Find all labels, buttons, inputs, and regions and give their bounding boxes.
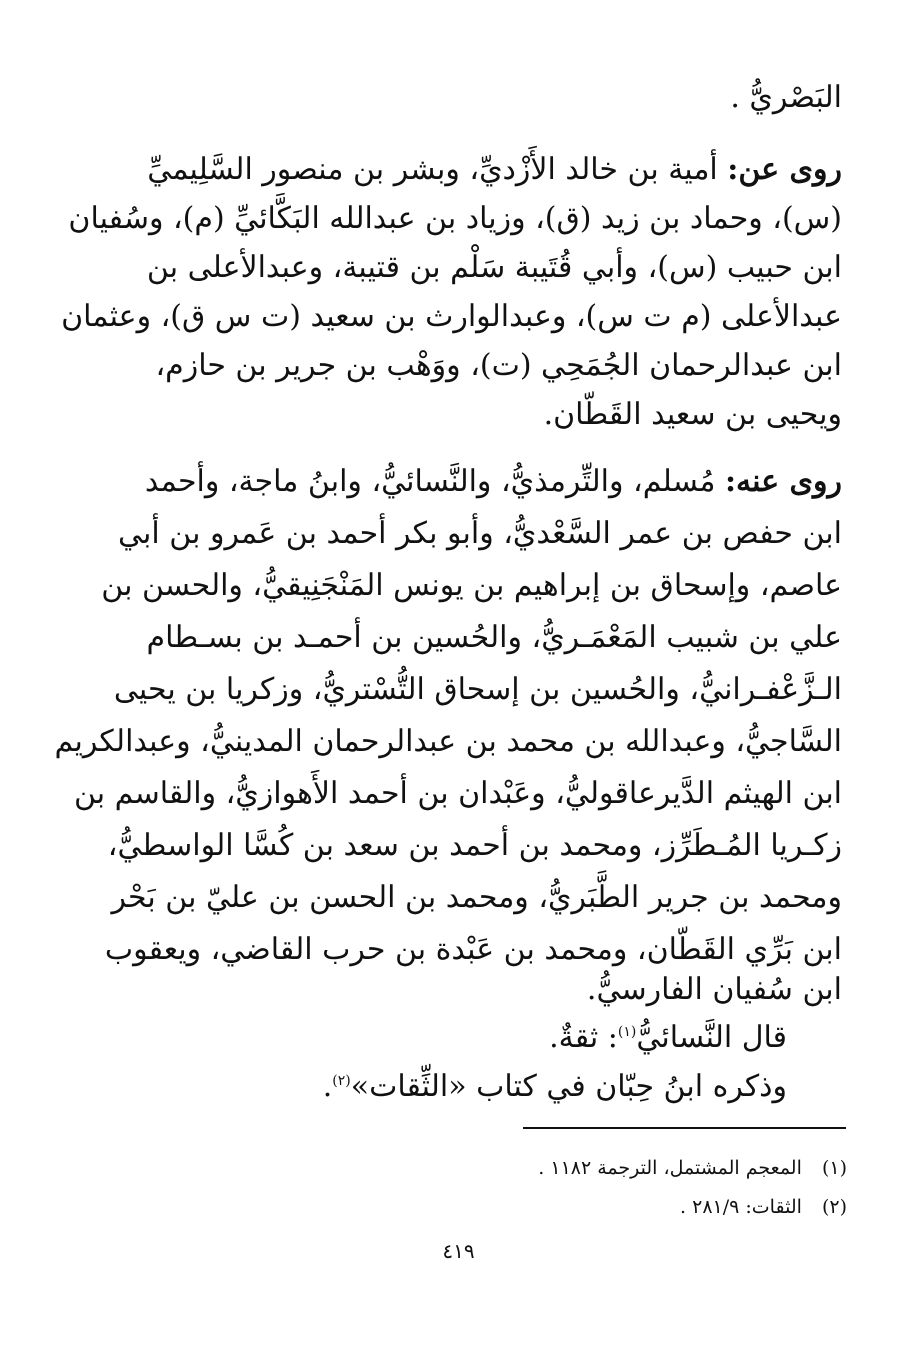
narrated-by-line-2: ابن حفص بن عمر السَّعْديُّ، وأبو بكر أحمد بن عَمرو بن أبي bbox=[118, 516, 842, 551]
narrated-from-line-2: (س)، وحماد بن زيد (ق)، وزياد بن عبدالله البَكَّائيِّ (م)، وسُفيان bbox=[68, 201, 842, 236]
narrated-by-text: مُسلم، والتِّرمذيُّ، والنَّسائيُّ، وابنُ ماجة، وأحمد bbox=[144, 464, 725, 499]
ibn-hibban-statement-text: وذكره ابنُ حِبّان في كتاب «الثِّقات» bbox=[350, 1069, 787, 1104]
narrated-from-line-6: ويحيى بن سعيد القَطّان. bbox=[543, 397, 842, 432]
narrated-by-line-4: علي بن شبيب المَعْمَـريُّ، والحُسين بن أحمـد بن بسـطام bbox=[146, 620, 842, 655]
footnote-2-number: (٢) bbox=[821, 1196, 847, 1218]
narrated-from-text: أمية بن خالد الأَزْديِّ، وبشر بن منصور السَّلِيميِّ bbox=[147, 152, 728, 187]
heading-line: البَصْريُّ . bbox=[730, 80, 842, 115]
nasai-statement-text: قال النَّسائيُّ bbox=[636, 1020, 787, 1055]
narrated-from-line-1 bbox=[147, 142, 842, 198]
narrated-by-line-10: ابن بَرِّي القَطّان، ومحمد بن عَبْدة بن حرب القاضي، ويعقوب bbox=[104, 932, 842, 967]
narrated-by-line-11: ابن سُفيان الفارسيُّ. bbox=[586, 972, 842, 1007]
footnote-divider bbox=[523, 1127, 846, 1129]
footnote-ref-2[interactable]: (٢) bbox=[332, 1073, 351, 1089]
narrated-by-line-5: الـزَّعْفـرانيُّ، والحُسين بن إسحاق التُّسْتريُّ، وزكريا بن يحيى bbox=[113, 672, 842, 707]
narrated-by-line-8: زكـريا المُـطَرِّز، ومحمد بن أحمد بن سعد بن كُسَّا الواسطيُّ، bbox=[107, 828, 842, 863]
narrated-by-line-6: السَّاجيُّ، وعبدالله بن محمد بن عبدالرحمان المدينيُّ، وعبدالكريم bbox=[54, 724, 842, 759]
narrated-from-line-5: ابن عبدالرحمان الجُمَحِي (ت)، ووَهْب بن جرير بن حازم، bbox=[155, 348, 842, 383]
footnote-1-text: المعجم المشتمل، الترجمة ١١٨٢ . bbox=[538, 1157, 802, 1179]
narrated-by-line-9: ومحمد بن جرير الطَّبَريُّ، ومحمد بن الحسن بن عليّ بن بَحْر bbox=[111, 880, 842, 915]
narrated-by-line-3: عاصم، وإسحاق بن إبراهيم بن يونس المَنْجَنِيقيُّ، والحسن بن bbox=[101, 568, 842, 603]
narrated-by-line-7: ابن الهيثم الدَّيرعاقوليُّ، وعَبْدان بن أحمد الأَهوازيُّ، والقاسم بن bbox=[73, 776, 842, 811]
footnote-1-number: (١) bbox=[821, 1157, 847, 1179]
footnote-ref-1[interactable]: (١) bbox=[617, 1024, 637, 1040]
ibn-hibban-statement-rest: . bbox=[322, 1069, 333, 1104]
narrated-from-line-3: ابن حبيب (س)، وأبي قُتَيبة سَلْم بن قتيبة، وعبدالأعلى بن bbox=[146, 250, 842, 285]
narrated-by-label: روى عنه: bbox=[724, 464, 842, 499]
narrated-from-line-4: عبدالأعلى (م ت س)، وعبدالوارث بن سعيد (ت س ق)، وعثمان bbox=[61, 299, 842, 334]
footnote-2-text: الثقات: ٢٨١/٩ . bbox=[680, 1196, 802, 1218]
ibn-hibban-statement bbox=[323, 1053, 787, 1109]
narrated-by-line-1 bbox=[145, 454, 842, 510]
footnote-1 bbox=[538, 1153, 847, 1183]
nasai-statement bbox=[549, 1004, 787, 1060]
nasai-statement-rest: : ثقةٌ. bbox=[549, 1020, 618, 1055]
page-number: ٤١٩ bbox=[442, 1239, 475, 1263]
footnote-2 bbox=[680, 1192, 847, 1222]
narrated-from-label: روى عن: bbox=[727, 152, 842, 187]
